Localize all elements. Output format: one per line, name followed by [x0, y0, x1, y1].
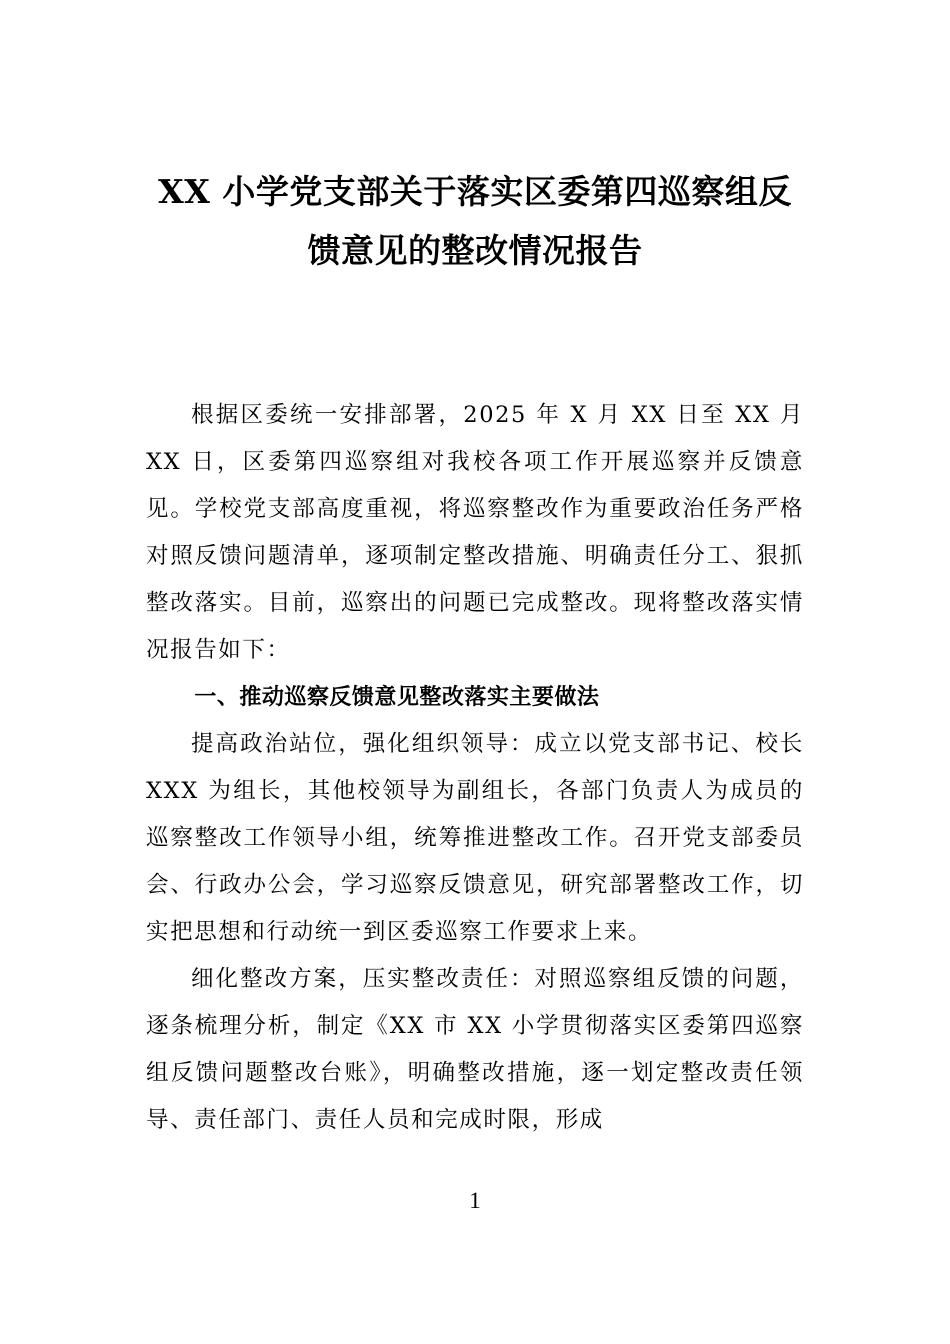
section-1-paragraph-2: 细化整改方案，压实整改责任：对照巡察组反馈的问题，逐条梳理分析，制定《XX 市 XX 小学贯彻落实区委第四巡察组反馈问题整改台账》，明确整改措施，逐一划定整改责任领导、责任部门、责任人员和完成时限，形成	[146, 966, 804, 1133]
document-body	[146, 392, 804, 1144]
title-line-1: XX 小学党支部关于落实区委第四巡察组反	[158, 172, 792, 211]
title-line-2: 馈意见的整改情况报告	[307, 231, 643, 270]
intro-paragraph: 根据区委统一安排部署，2025 年 X 月 XX 日至 XX 月 XX 日，区委第四巡察组对我校各项工作开展巡察并反馈意见。学校党支部高度重视，将巡察整改作为重要政治任务严格对照反馈问题清单，逐项制定整改措施、明确责任分工、狠抓整改落实。目前，巡察出的问题已完成整改。现将整改落实情况报告如下：	[146, 402, 804, 663]
page-number: 1	[469, 1188, 481, 1213]
section-1-paragraph-1: 提高政治站位，强化组织领导：成立以党支部书记、校长 XXX 为组长，其他校领导为副组长，各部门负责人为成员的巡察整改工作领导小组，统筹推进整改工作。召开党支部委员会、行政办公会，学习巡察反馈意见，研究部署整改工作，切实把思想和行动统一到区委巡察工作要求上来。	[146, 731, 804, 945]
document-title	[140, 162, 810, 280]
section-heading-1: 一、推动巡察反馈意见整改落实主要做法	[194, 685, 600, 710]
